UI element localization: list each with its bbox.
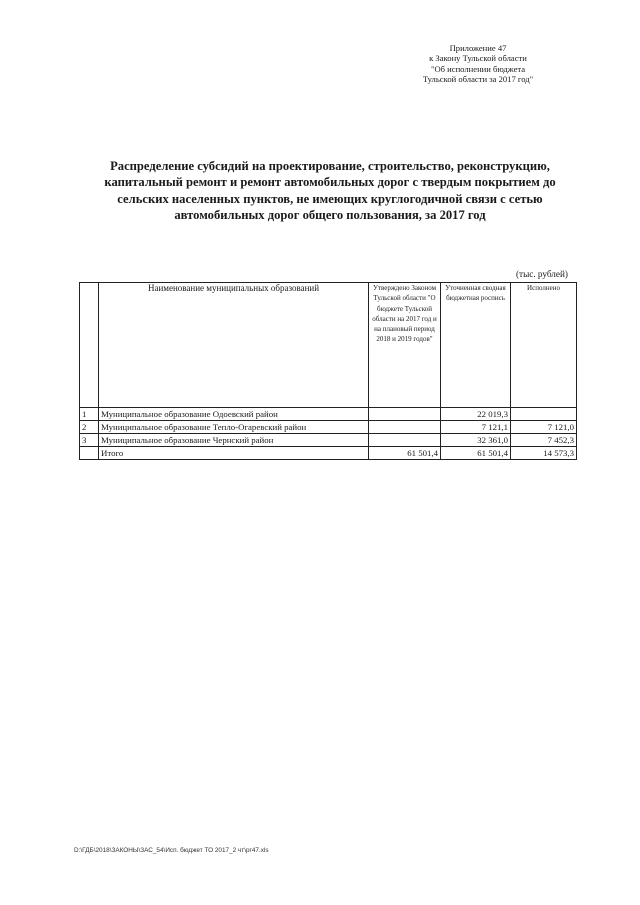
- appendix-line: Приложение 47: [449, 43, 507, 53]
- table-total-row: [80, 447, 577, 460]
- appendix-line: "Об исполнении бюджета: [430, 63, 526, 74]
- row-executed: [511, 408, 577, 421]
- title-line: сельских населенных пунктов, не имеющих круглогодичной связи с сетью: [117, 191, 543, 206]
- total-executed: 14 573,3: [511, 447, 577, 460]
- appendix-line: к Закону Тульской области: [429, 53, 527, 64]
- header-refined: Уточненная сводная бюджетная роспись: [441, 283, 511, 408]
- total-approved: 61 501,4: [369, 447, 441, 460]
- header-approved: Утверждено Законом Тульской области "О бюджете Тульской области на 2017 год и на плановый период 2018 и 2019 годов": [369, 283, 441, 408]
- total-refined: 61 501,4: [441, 447, 511, 460]
- row-number: 1: [80, 408, 99, 421]
- row-approved: [369, 421, 441, 434]
- total-label: Итого: [99, 447, 369, 460]
- table-header-row: [80, 283, 577, 408]
- header-executed: Исполнено: [511, 283, 577, 408]
- row-name: Муниципальное образование Тепло-Огаревский район: [99, 421, 369, 434]
- table-row: [80, 434, 577, 447]
- subsidy-table: [79, 282, 577, 460]
- header-name: Наименование муниципальных образований: [99, 283, 369, 408]
- appendix-line: Тульской области за 2017 год": [422, 74, 534, 85]
- document-title: [80, 158, 580, 224]
- row-refined: 7 121,1: [441, 421, 511, 434]
- total-number: [80, 447, 99, 460]
- row-name: Муниципальное образование Одоевский район: [99, 408, 369, 421]
- file-path-footer: D:\ГДБ\2018\ЗАКОНЫ\ЗАС_54\Исп. бюджет ТО 2017_2 чт\рг47.xls: [74, 847, 269, 854]
- appendix-note: [388, 43, 568, 85]
- row-approved: [369, 434, 441, 447]
- title-line: Распределение субсидий на проектирование, строительство, реконструкцию,: [110, 159, 550, 173]
- units-label: (тыс. рублей): [516, 269, 568, 279]
- row-number: 2: [80, 421, 99, 434]
- row-name: Муниципальное образование Чернский район: [99, 434, 369, 447]
- title-line: автомобильных дорог общего пользования, за 2017 год: [174, 208, 486, 223]
- row-approved: [369, 408, 441, 421]
- header-number: [80, 283, 99, 408]
- title-line: капитальный ремонт и ремонт автомобильных дорог с твердым покрытием до: [104, 175, 556, 190]
- table-row: [80, 408, 577, 421]
- row-executed: 7 121,0: [511, 421, 577, 434]
- row-executed: 7 452,3: [511, 434, 577, 447]
- table-row: [80, 421, 577, 434]
- row-refined: 22 019,3: [441, 408, 511, 421]
- row-number: 3: [80, 434, 99, 447]
- row-refined: 32 361,0: [441, 434, 511, 447]
